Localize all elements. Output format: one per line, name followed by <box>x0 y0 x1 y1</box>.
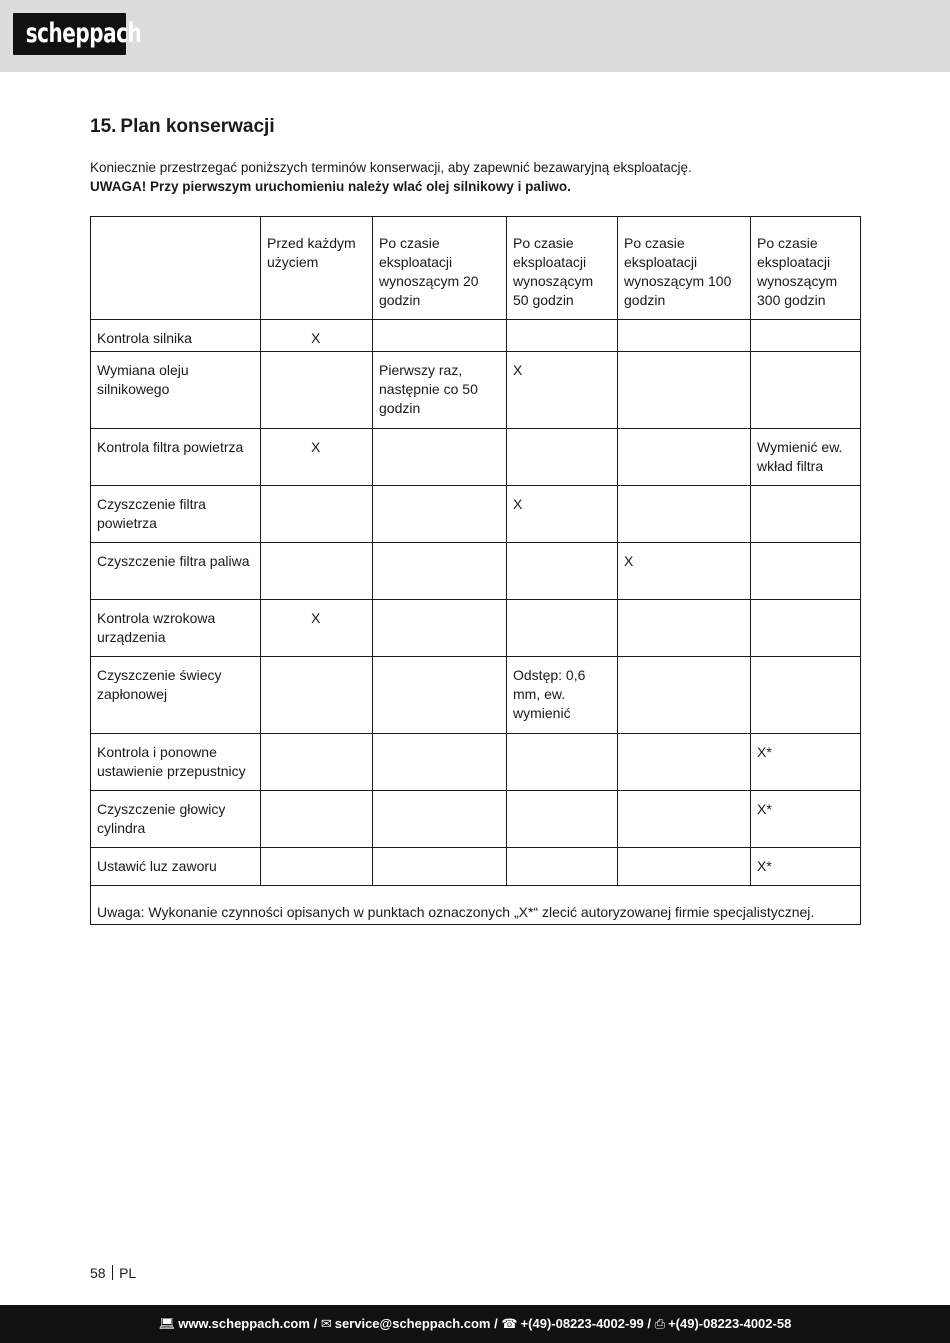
table-cell: Wymienić ew. wkład filtra <box>751 429 861 486</box>
table-cell <box>751 352 861 429</box>
table-row <box>91 734 861 791</box>
table-row <box>91 486 861 543</box>
table-cell <box>751 543 861 600</box>
table-cell <box>507 848 618 886</box>
section-title: Plan konserwacji <box>120 116 275 137</box>
table-cell: Odstęp: 0,6 mm, ew. wymienić <box>507 657 618 734</box>
task-cell: Wymiana oleju silnikowego <box>91 352 261 429</box>
table-cell <box>618 791 751 848</box>
task-cell: Czyszczenie głowicy cylindra <box>91 791 261 848</box>
table-cell <box>751 657 861 734</box>
table-note: Uwaga: Wykonanie czynności opisanych w punktach oznaczonych „X*“ zlecić autoryzowanej firmie specjalistycznej. <box>91 886 861 925</box>
task-cell: Kontrola i ponowne ustawienie przepustnicy <box>91 734 261 791</box>
table-row <box>91 848 861 886</box>
table-cell <box>373 657 507 734</box>
header-cell-300h: Po czasie eksploatacji wynoszącym 300 godzin <box>751 217 861 320</box>
table-note-row <box>91 886 861 925</box>
footer-fax: +(49)-08223-4002-58 <box>668 1316 792 1331</box>
table-row <box>91 791 861 848</box>
table-cell <box>261 352 373 429</box>
table-cell <box>261 486 373 543</box>
header-cell-before-use: Przed każdym użyciem <box>261 217 373 320</box>
footer-separator: / <box>494 1316 498 1331</box>
footer-website[interactable]: www.scheppach.com <box>178 1316 310 1331</box>
footer-bar <box>0 1305 950 1343</box>
table-row <box>91 429 861 486</box>
section-heading <box>90 116 275 138</box>
table-header-row <box>91 217 861 320</box>
header-cell-50h: Po czasie eksploatacji wynoszącym 50 godzin <box>507 217 618 320</box>
table-cell <box>373 486 507 543</box>
table-cell: X <box>261 429 373 486</box>
footer-separator: / <box>313 1316 318 1331</box>
table-cell <box>618 352 751 429</box>
table-row <box>91 657 861 734</box>
table-cell <box>261 657 373 734</box>
table-cell <box>618 657 751 734</box>
task-cell: Ustawić luz zaworu <box>91 848 261 886</box>
task-cell: Czyszczenie świecy zapłonowej <box>91 657 261 734</box>
table-cell <box>507 320 618 352</box>
page-number-value: 58 <box>90 1265 106 1281</box>
header-cell-task <box>91 217 261 320</box>
table-cell: Pierwszy raz, następnie co 50 godzin <box>373 352 507 429</box>
table-row <box>91 352 861 429</box>
table-cell <box>373 543 507 600</box>
table-cell: X <box>618 543 751 600</box>
header-cell-100h: Po czasie eksploatacji wynoszącym 100 godzin <box>618 217 751 320</box>
table-cell <box>261 543 373 600</box>
table-row <box>91 543 861 600</box>
table-cell <box>507 734 618 791</box>
task-cell: Kontrola silnika <box>91 320 261 352</box>
table-row <box>91 320 861 352</box>
page-divider <box>112 1265 114 1280</box>
header-bar <box>0 0 950 72</box>
table-cell <box>261 791 373 848</box>
page-number <box>90 1265 136 1281</box>
table-cell: X <box>507 352 618 429</box>
footer-email[interactable]: service@scheppach.com <box>334 1316 491 1331</box>
table-cell <box>751 600 861 657</box>
table-cell: X <box>261 600 373 657</box>
footer-separator: / <box>647 1316 652 1331</box>
table-cell <box>507 600 618 657</box>
fax-icon: ⎙ <box>654 1316 666 1331</box>
table-cell <box>751 320 861 352</box>
footer-phone: +(49)-08223-4002-99 <box>520 1316 644 1331</box>
intro-text <box>90 158 860 196</box>
table-cell <box>507 543 618 600</box>
table-cell <box>507 791 618 848</box>
task-cell: Czyszczenie filtra paliwa <box>91 543 261 600</box>
table-cell <box>261 734 373 791</box>
table-cell <box>618 848 751 886</box>
section-number: 15. <box>90 116 117 137</box>
table-cell <box>373 429 507 486</box>
table-cell: X* <box>751 848 861 886</box>
warning-line: UWAGA! Przy pierwszym uruchomieniu należy wlać olej silnikowy i paliwo. <box>90 179 571 194</box>
table-cell <box>373 791 507 848</box>
table-row <box>91 600 861 657</box>
table-cell: X <box>261 320 373 352</box>
task-cell: Czyszczenie filtra powietrza <box>91 486 261 543</box>
table-cell <box>751 486 861 543</box>
table-cell <box>373 320 507 352</box>
table-cell <box>373 734 507 791</box>
phone-icon: ☎ <box>501 1316 518 1331</box>
table-cell <box>373 848 507 886</box>
maintenance-table <box>90 216 861 925</box>
header-cell-20h: Po czasie eksploatacji wynoszącym 20 godzin <box>373 217 507 320</box>
table-cell <box>618 486 751 543</box>
scheppach-logo: scheppach <box>13 13 126 55</box>
table-cell <box>618 429 751 486</box>
computer-icon: 💻︎ <box>158 1316 176 1331</box>
table-cell: X* <box>751 791 861 848</box>
table-cell <box>373 600 507 657</box>
table-cell <box>618 600 751 657</box>
task-cell: Kontrola filtra powietrza <box>91 429 261 486</box>
table-cell <box>507 429 618 486</box>
intro-line: Koniecznie przestrzegać poniższych terminów konserwacji, aby zapewnić bezawaryjną eksploatację. <box>90 160 692 175</box>
table-cell: X <box>507 486 618 543</box>
table-cell <box>261 848 373 886</box>
table-cell <box>618 320 751 352</box>
mail-icon: ✉︎ <box>320 1316 332 1331</box>
table-cell: X* <box>751 734 861 791</box>
task-cell: Kontrola wzrokowa urządzenia <box>91 600 261 657</box>
page-language: PL <box>119 1265 137 1281</box>
table-cell <box>618 734 751 791</box>
